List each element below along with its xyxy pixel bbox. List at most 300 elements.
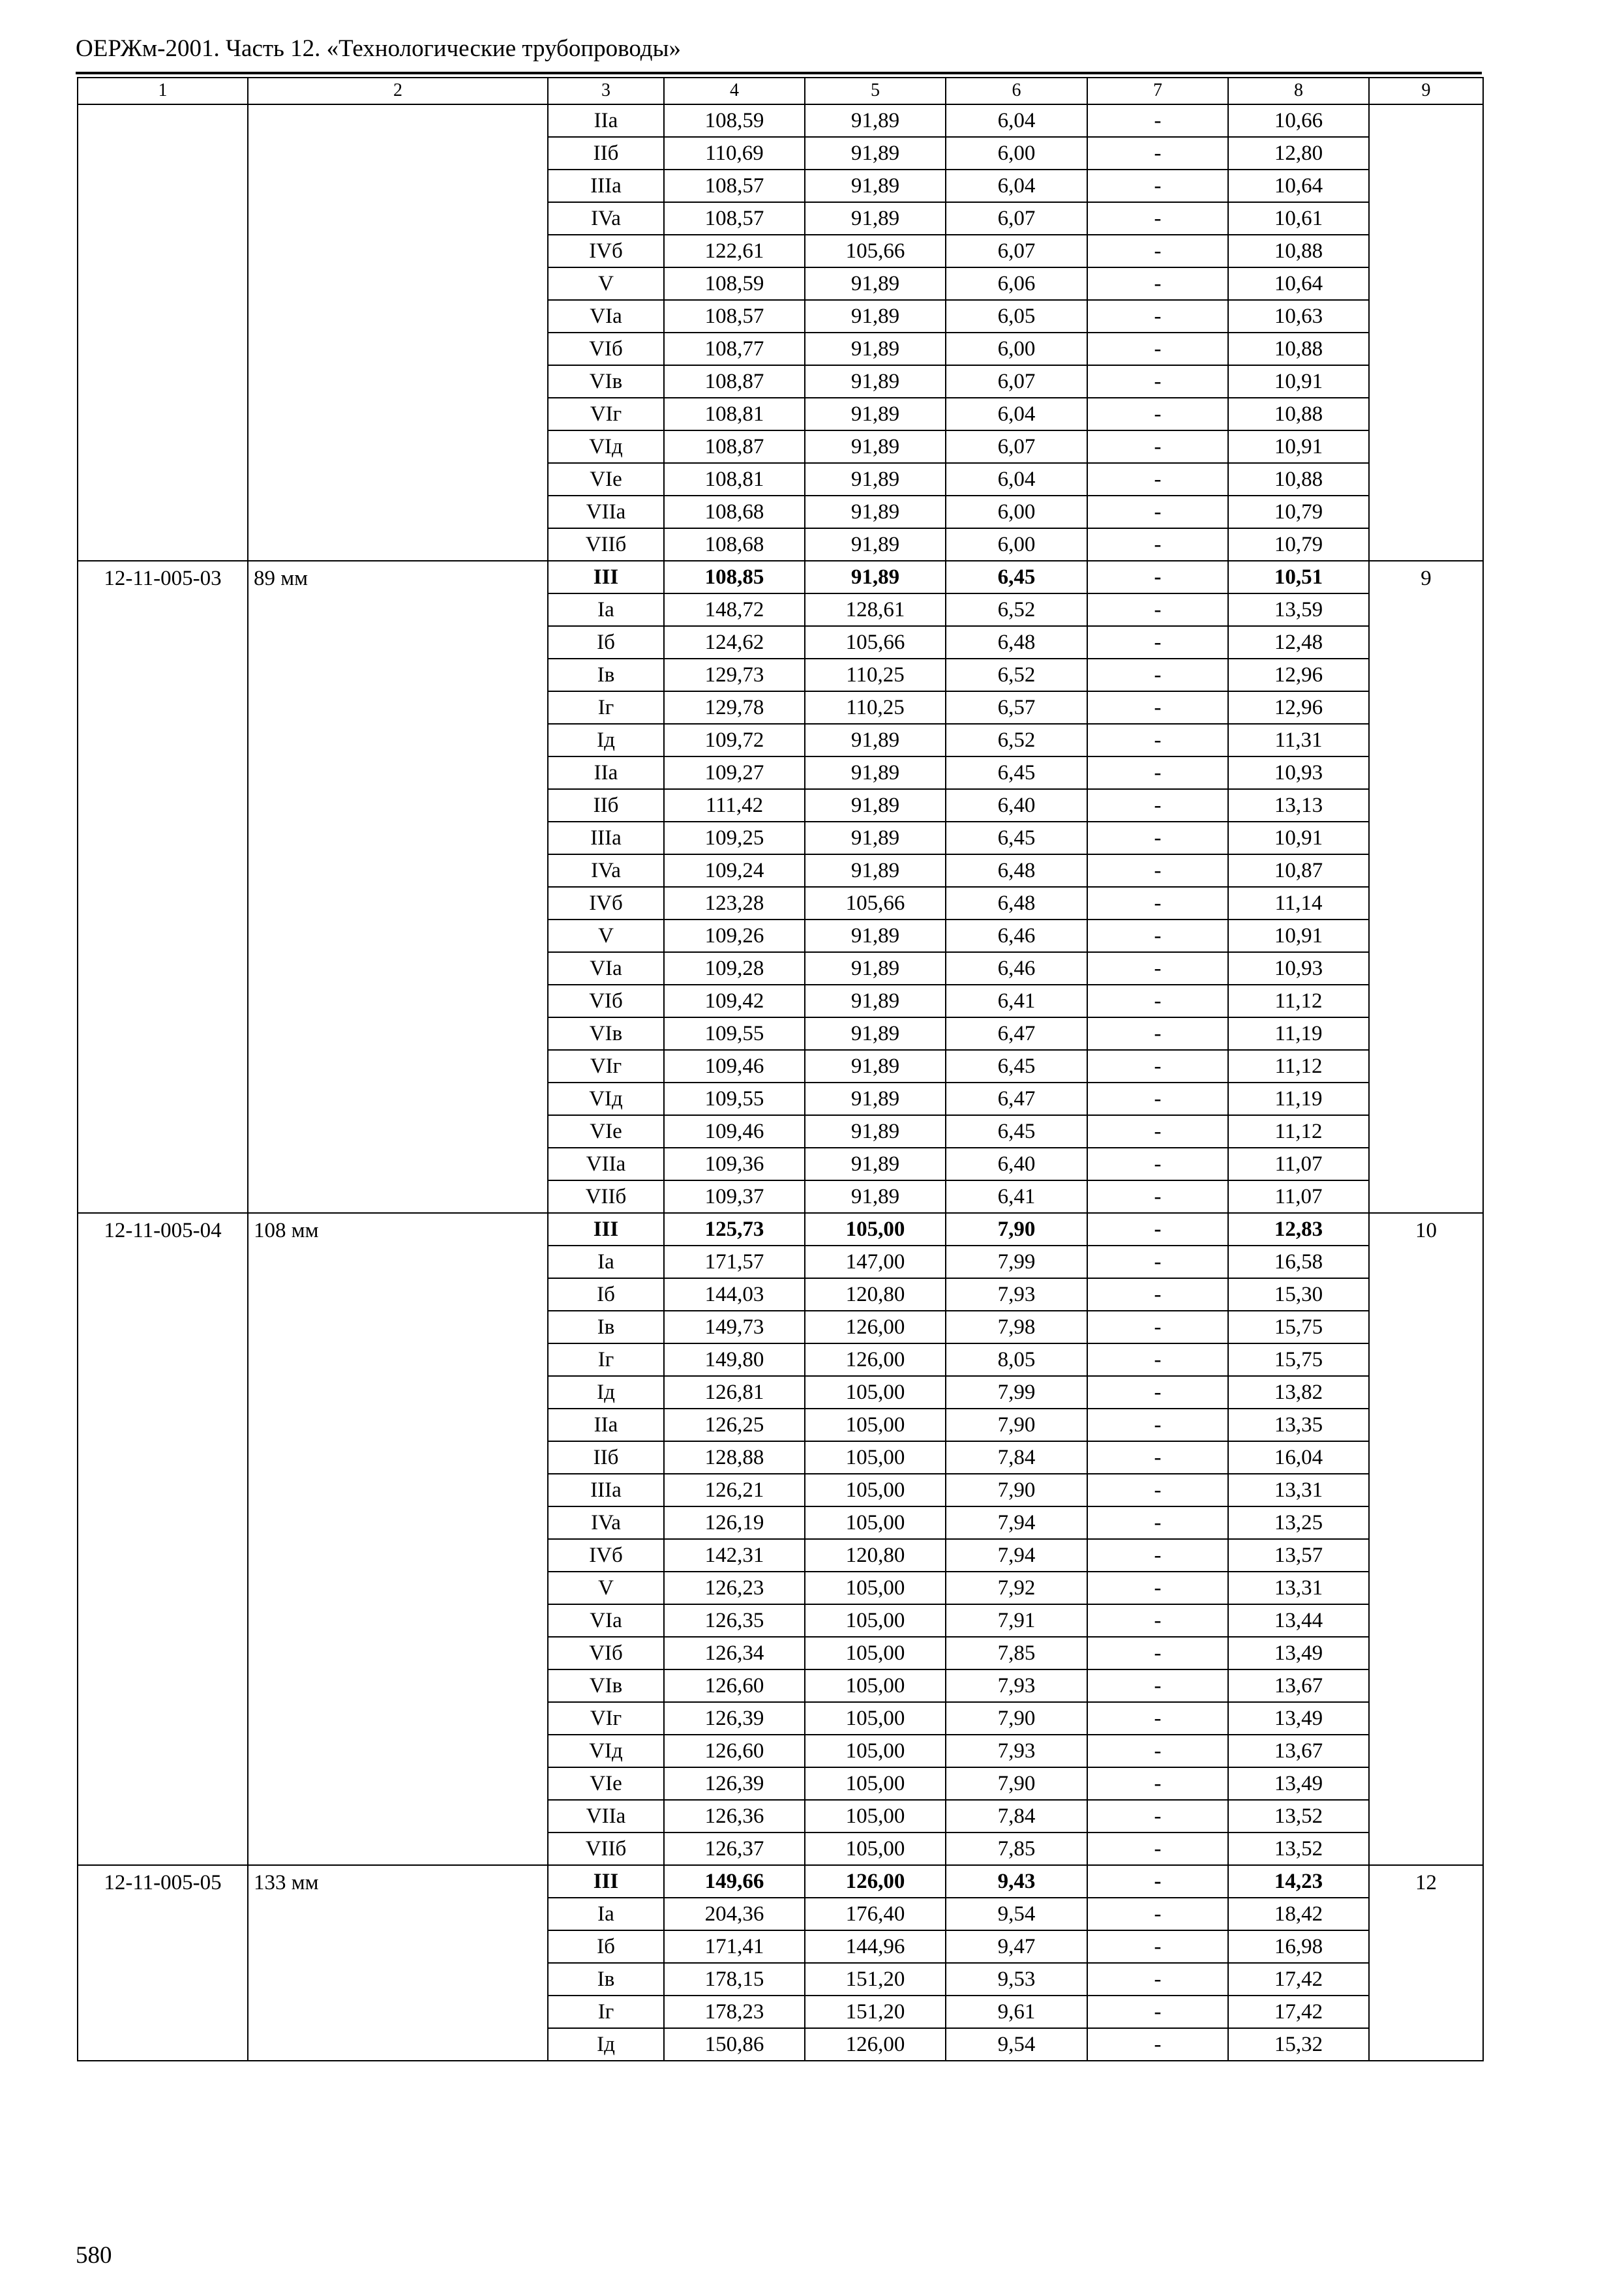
zone-cell: VIв xyxy=(548,1017,664,1050)
value-cell: 13,67 xyxy=(1228,1735,1369,1767)
value-cell: 108,81 xyxy=(664,463,805,496)
value-cell: 10,88 xyxy=(1228,333,1369,365)
value-cell: 91,89 xyxy=(805,463,946,496)
value-cell: 120,80 xyxy=(805,1278,946,1311)
column-number: 9 xyxy=(1369,78,1483,104)
value-cell: 6,07 xyxy=(946,202,1087,235)
value-cell: 91,89 xyxy=(805,724,946,756)
item-code-cell: 12-11-005-03 xyxy=(78,561,248,1213)
pipe-size-cell: 89 мм xyxy=(248,561,548,1213)
zone-cell: VIв xyxy=(548,365,664,398)
zone-cell: VIIб xyxy=(548,1833,664,1865)
value-cell: 105,00 xyxy=(805,1800,946,1833)
value-cell: 105,00 xyxy=(805,1213,946,1246)
value-cell: 108,87 xyxy=(664,430,805,463)
value-cell: 15,75 xyxy=(1228,1343,1369,1376)
value-cell: 144,03 xyxy=(664,1278,805,1311)
value-cell: 109,72 xyxy=(664,724,805,756)
value-cell: 108,81 xyxy=(664,398,805,430)
value-cell: 6,06 xyxy=(946,267,1087,300)
value-cell: 10,91 xyxy=(1228,430,1369,463)
value-cell: 178,23 xyxy=(664,1996,805,2028)
value-cell: 129,78 xyxy=(664,691,805,724)
value-cell: 109,25 xyxy=(664,822,805,854)
value-cell: 149,73 xyxy=(664,1311,805,1343)
value-cell: 12,48 xyxy=(1228,626,1369,659)
value-cell: 10,88 xyxy=(1228,235,1369,267)
value-cell: 126,00 xyxy=(805,2028,946,2061)
value-cell: 6,41 xyxy=(946,985,1087,1017)
zone-cell: Iг xyxy=(548,691,664,724)
value-cell: 91,89 xyxy=(805,952,946,985)
column-number: 7 xyxy=(1087,78,1228,104)
value-cell: - xyxy=(1087,1833,1228,1865)
zone-cell: VIб xyxy=(548,1637,664,1669)
value-cell: 6,07 xyxy=(946,365,1087,398)
value-cell: - xyxy=(1087,170,1228,202)
value-cell: - xyxy=(1087,267,1228,300)
table-row xyxy=(78,104,1483,137)
value-cell: 11,19 xyxy=(1228,1017,1369,1050)
value-cell: 7,94 xyxy=(946,1539,1087,1572)
zone-cell: Ia xyxy=(548,1246,664,1278)
value-cell: 9,53 xyxy=(946,1963,1087,1996)
value-cell: 126,37 xyxy=(664,1833,805,1865)
value-cell: 9,54 xyxy=(946,2028,1087,2061)
value-cell: - xyxy=(1087,137,1228,170)
item-code-cell xyxy=(78,104,248,561)
value-cell: 6,52 xyxy=(946,724,1087,756)
zone-cell: IIIa xyxy=(548,170,664,202)
zone-cell: Ia xyxy=(548,593,664,626)
value-cell: - xyxy=(1087,430,1228,463)
value-cell: 9,43 xyxy=(946,1865,1087,1898)
value-cell: - xyxy=(1087,1669,1228,1702)
zone-cell: IIa xyxy=(548,756,664,789)
value-cell: 151,20 xyxy=(805,1963,946,1996)
value-cell: 91,89 xyxy=(805,1083,946,1115)
zone-cell: V xyxy=(548,267,664,300)
value-cell: 91,89 xyxy=(805,1180,946,1213)
zone-cell: IIIa xyxy=(548,822,664,854)
zone-cell: IVб xyxy=(548,1539,664,1572)
value-cell: 7,91 xyxy=(946,1604,1087,1637)
value-cell: 10,87 xyxy=(1228,854,1369,887)
value-cell: 7,90 xyxy=(946,1474,1087,1506)
value-cell: - xyxy=(1087,659,1228,691)
value-cell: 13,31 xyxy=(1228,1474,1369,1506)
column-number-row xyxy=(78,78,1483,104)
zone-cell: VIIб xyxy=(548,1180,664,1213)
value-cell: 91,89 xyxy=(805,300,946,333)
value-cell: 126,39 xyxy=(664,1767,805,1800)
value-cell: - xyxy=(1087,1604,1228,1637)
zone-cell: VIIa xyxy=(548,1800,664,1833)
value-cell: 10,88 xyxy=(1228,463,1369,496)
value-cell: 129,73 xyxy=(664,659,805,691)
value-cell: 6,04 xyxy=(946,463,1087,496)
column-number: 4 xyxy=(664,78,805,104)
value-cell: 7,84 xyxy=(946,1800,1087,1833)
value-cell: 108,77 xyxy=(664,333,805,365)
column-number: 8 xyxy=(1228,78,1369,104)
value-cell: 11,31 xyxy=(1228,724,1369,756)
column-number: 3 xyxy=(548,78,664,104)
zone-cell: IVб xyxy=(548,887,664,920)
value-cell: 16,98 xyxy=(1228,1930,1369,1963)
zone-cell: III xyxy=(548,1865,664,1898)
zone-cell: Iб xyxy=(548,1930,664,1963)
value-cell: 10,63 xyxy=(1228,300,1369,333)
value-cell: 144,96 xyxy=(805,1930,946,1963)
value-cell: 110,25 xyxy=(805,691,946,724)
value-cell: - xyxy=(1087,626,1228,659)
page-number: 580 xyxy=(76,2242,112,2269)
pipe-size-cell: 133 мм xyxy=(248,1865,548,2061)
zone-cell: Iд xyxy=(548,724,664,756)
value-cell: - xyxy=(1087,333,1228,365)
value-cell: 126,00 xyxy=(805,1343,946,1376)
value-cell: 91,89 xyxy=(805,430,946,463)
value-cell: 12,83 xyxy=(1228,1213,1369,1246)
value-cell: 7,93 xyxy=(946,1735,1087,1767)
value-cell: 6,52 xyxy=(946,593,1087,626)
value-cell: - xyxy=(1087,561,1228,593)
value-cell: 6,45 xyxy=(946,1115,1087,1148)
value-cell: 108,59 xyxy=(664,104,805,137)
value-cell: 126,34 xyxy=(664,1637,805,1669)
value-cell: 91,89 xyxy=(805,365,946,398)
zone-cell: Iв xyxy=(548,659,664,691)
value-cell: 126,19 xyxy=(664,1506,805,1539)
value-cell: - xyxy=(1087,1246,1228,1278)
zone-cell: IIб xyxy=(548,137,664,170)
value-cell: 108,57 xyxy=(664,202,805,235)
value-cell: 105,00 xyxy=(805,1767,946,1800)
value-cell: 6,52 xyxy=(946,659,1087,691)
value-cell: 91,89 xyxy=(805,202,946,235)
value-cell: - xyxy=(1087,1050,1228,1083)
value-cell: 7,90 xyxy=(946,1409,1087,1441)
value-cell: - xyxy=(1087,1115,1228,1148)
value-cell: 7,84 xyxy=(946,1441,1087,1474)
value-cell: - xyxy=(1087,1963,1228,1996)
value-cell: 91,89 xyxy=(805,333,946,365)
table-row xyxy=(78,1213,1483,1246)
value-cell: - xyxy=(1087,1213,1228,1246)
value-cell: 9,54 xyxy=(946,1898,1087,1930)
value-cell: 123,28 xyxy=(664,887,805,920)
value-cell: 178,15 xyxy=(664,1963,805,1996)
value-cell: - xyxy=(1087,1180,1228,1213)
zone-cell: VIIa xyxy=(548,1148,664,1180)
value-cell: 105,66 xyxy=(805,235,946,267)
value-cell: - xyxy=(1087,887,1228,920)
zone-cell: VIe xyxy=(548,463,664,496)
item-code-cell: 12-11-005-05 xyxy=(78,1865,248,2061)
value-cell: 10,64 xyxy=(1228,170,1369,202)
value-cell: 6,00 xyxy=(946,333,1087,365)
value-cell: 13,59 xyxy=(1228,593,1369,626)
value-cell: 13,67 xyxy=(1228,1669,1369,1702)
table-row xyxy=(78,1865,1483,1898)
value-cell: 126,60 xyxy=(664,1669,805,1702)
value-cell: - xyxy=(1087,854,1228,887)
zone-cell: IVa xyxy=(548,202,664,235)
col9-cell: 10 xyxy=(1369,1213,1483,1865)
value-cell: 13,49 xyxy=(1228,1637,1369,1669)
column-number: 2 xyxy=(248,78,548,104)
value-cell: 17,42 xyxy=(1228,1963,1369,1996)
value-cell: 13,49 xyxy=(1228,1702,1369,1735)
value-cell: 6,46 xyxy=(946,952,1087,985)
value-cell: 7,92 xyxy=(946,1572,1087,1604)
value-cell: 105,66 xyxy=(805,887,946,920)
value-cell: - xyxy=(1087,1474,1228,1506)
value-cell: 109,55 xyxy=(664,1083,805,1115)
value-cell: 105,00 xyxy=(805,1604,946,1637)
value-cell: 6,45 xyxy=(946,756,1087,789)
zone-cell: V xyxy=(548,920,664,952)
value-cell: 108,87 xyxy=(664,365,805,398)
value-cell: - xyxy=(1087,1148,1228,1180)
value-cell: 15,30 xyxy=(1228,1278,1369,1311)
value-cell: 10,88 xyxy=(1228,398,1369,430)
value-cell: 6,48 xyxy=(946,626,1087,659)
value-cell: 120,80 xyxy=(805,1539,946,1572)
zone-cell: III xyxy=(548,561,664,593)
value-cell: 6,05 xyxy=(946,300,1087,333)
zone-cell: VIг xyxy=(548,398,664,430)
value-cell: 91,89 xyxy=(805,1017,946,1050)
value-cell: 91,89 xyxy=(805,170,946,202)
value-cell: 16,58 xyxy=(1228,1246,1369,1278)
value-cell: 7,90 xyxy=(946,1702,1087,1735)
value-cell: - xyxy=(1087,1735,1228,1767)
zone-cell: V xyxy=(548,1572,664,1604)
value-cell: 13,49 xyxy=(1228,1767,1369,1800)
value-cell: 110,25 xyxy=(805,659,946,691)
value-cell: 6,46 xyxy=(946,920,1087,952)
value-cell: 13,52 xyxy=(1228,1800,1369,1833)
value-cell: 105,66 xyxy=(805,626,946,659)
value-cell: 126,00 xyxy=(805,1311,946,1343)
value-cell: 124,62 xyxy=(664,626,805,659)
zone-cell: VIa xyxy=(548,300,664,333)
value-cell: 126,00 xyxy=(805,1865,946,1898)
value-cell: 10,91 xyxy=(1228,822,1369,854)
value-cell: 6,07 xyxy=(946,235,1087,267)
zone-cell: VIг xyxy=(548,1702,664,1735)
zone-cell: VIб xyxy=(548,333,664,365)
value-cell: 7,98 xyxy=(946,1311,1087,1343)
value-cell: 6,04 xyxy=(946,104,1087,137)
value-cell: - xyxy=(1087,1506,1228,1539)
value-cell: 91,89 xyxy=(805,267,946,300)
value-cell: 6,45 xyxy=(946,561,1087,593)
value-cell: 13,44 xyxy=(1228,1604,1369,1637)
col9-cell: 9 xyxy=(1369,561,1483,1213)
value-cell: 13,52 xyxy=(1228,1833,1369,1865)
zone-cell: IIб xyxy=(548,1441,664,1474)
value-cell: 109,27 xyxy=(664,756,805,789)
column-number: 6 xyxy=(946,78,1087,104)
value-cell: 13,25 xyxy=(1228,1506,1369,1539)
value-cell: 142,31 xyxy=(664,1539,805,1572)
value-cell: 10,61 xyxy=(1228,202,1369,235)
value-cell: 109,37 xyxy=(664,1180,805,1213)
value-cell: 105,00 xyxy=(805,1474,946,1506)
value-cell: 7,90 xyxy=(946,1213,1087,1246)
value-cell: 109,42 xyxy=(664,985,805,1017)
value-cell: 91,89 xyxy=(805,137,946,170)
price-table xyxy=(77,77,1484,2061)
value-cell: - xyxy=(1087,1572,1228,1604)
value-cell: 6,00 xyxy=(946,137,1087,170)
page-header-title: ОЕРЖм-2001. Часть 12. «Технологические трубопроводы» xyxy=(76,35,681,62)
zone-cell: Iб xyxy=(548,1278,664,1311)
value-cell: 105,00 xyxy=(805,1669,946,1702)
value-cell: 91,89 xyxy=(805,985,946,1017)
column-number: 5 xyxy=(805,78,946,104)
value-cell: 6,07 xyxy=(946,430,1087,463)
pipe-size-cell: 108 мм xyxy=(248,1213,548,1865)
value-cell: 7,99 xyxy=(946,1246,1087,1278)
zone-cell: VIг xyxy=(548,1050,664,1083)
value-cell: - xyxy=(1087,789,1228,822)
value-cell: 14,23 xyxy=(1228,1865,1369,1898)
pipe-size-cell xyxy=(248,104,548,561)
value-cell: 91,89 xyxy=(805,1050,946,1083)
value-cell: 18,42 xyxy=(1228,1898,1369,1930)
value-cell: - xyxy=(1087,1017,1228,1050)
value-cell: 126,35 xyxy=(664,1604,805,1637)
value-cell: - xyxy=(1087,365,1228,398)
value-cell: 6,45 xyxy=(946,822,1087,854)
zone-cell: IVб xyxy=(548,235,664,267)
value-cell: 11,12 xyxy=(1228,985,1369,1017)
value-cell: 108,85 xyxy=(664,561,805,593)
value-cell: 126,23 xyxy=(664,1572,805,1604)
value-cell: 91,89 xyxy=(805,1148,946,1180)
zone-cell: VIд xyxy=(548,1083,664,1115)
value-cell: 15,75 xyxy=(1228,1311,1369,1343)
value-cell: 13,31 xyxy=(1228,1572,1369,1604)
value-cell: 150,86 xyxy=(664,2028,805,2061)
value-cell: 126,36 xyxy=(664,1800,805,1833)
zone-cell: IIIa xyxy=(548,1474,664,1506)
value-cell: 10,66 xyxy=(1228,104,1369,137)
value-cell: 126,81 xyxy=(664,1376,805,1409)
value-cell: 12,96 xyxy=(1228,691,1369,724)
zone-cell: VIa xyxy=(548,952,664,985)
value-cell: 11,14 xyxy=(1228,887,1369,920)
column-number: 1 xyxy=(78,78,248,104)
value-cell: 109,28 xyxy=(664,952,805,985)
value-cell: 10,79 xyxy=(1228,528,1369,561)
zone-cell: Iг xyxy=(548,1343,664,1376)
value-cell: 126,39 xyxy=(664,1702,805,1735)
value-cell: - xyxy=(1087,1702,1228,1735)
value-cell: 109,24 xyxy=(664,854,805,887)
value-cell: 6,40 xyxy=(946,789,1087,822)
value-cell: - xyxy=(1087,202,1228,235)
value-cell: - xyxy=(1087,1865,1228,1898)
value-cell: - xyxy=(1087,920,1228,952)
value-cell: 6,04 xyxy=(946,398,1087,430)
value-cell: 13,82 xyxy=(1228,1376,1369,1409)
zone-cell: VIe xyxy=(548,1115,664,1148)
value-cell: 91,89 xyxy=(805,496,946,528)
value-cell: 11,12 xyxy=(1228,1050,1369,1083)
value-cell: 149,80 xyxy=(664,1343,805,1376)
value-cell: 109,46 xyxy=(664,1050,805,1083)
value-cell: 13,57 xyxy=(1228,1539,1369,1572)
value-cell: 105,00 xyxy=(805,1376,946,1409)
value-cell: - xyxy=(1087,1800,1228,1833)
value-cell: - xyxy=(1087,463,1228,496)
zone-cell: VIб xyxy=(548,985,664,1017)
value-cell: 7,93 xyxy=(946,1278,1087,1311)
value-cell: - xyxy=(1087,1409,1228,1441)
value-cell: 109,26 xyxy=(664,920,805,952)
value-cell: - xyxy=(1087,756,1228,789)
value-cell: 108,57 xyxy=(664,170,805,202)
value-cell: 7,90 xyxy=(946,1767,1087,1800)
value-cell: 108,68 xyxy=(664,496,805,528)
value-cell: 105,00 xyxy=(805,1506,946,1539)
value-cell: 105,00 xyxy=(805,1637,946,1669)
table-body xyxy=(78,78,1483,2061)
zone-cell: Iд xyxy=(548,1376,664,1409)
zone-cell: VIa xyxy=(548,1604,664,1637)
value-cell: - xyxy=(1087,1898,1228,1930)
value-cell: 7,85 xyxy=(946,1833,1087,1865)
value-cell: - xyxy=(1087,691,1228,724)
value-cell: 10,51 xyxy=(1228,561,1369,593)
value-cell: 91,89 xyxy=(805,822,946,854)
value-cell: 11,12 xyxy=(1228,1115,1369,1148)
value-cell: 171,41 xyxy=(664,1930,805,1963)
zone-cell: IIa xyxy=(548,1409,664,1441)
value-cell: 6,40 xyxy=(946,1148,1087,1180)
value-cell: 176,40 xyxy=(805,1898,946,1930)
value-cell: - xyxy=(1087,593,1228,626)
value-cell: 6,47 xyxy=(946,1017,1087,1050)
value-cell: 147,00 xyxy=(805,1246,946,1278)
zone-cell: Iв xyxy=(548,1963,664,1996)
value-cell: - xyxy=(1087,1311,1228,1343)
value-cell: 110,69 xyxy=(664,137,805,170)
value-cell: 111,42 xyxy=(664,789,805,822)
item-code-cell: 12-11-005-04 xyxy=(78,1213,248,1865)
value-cell: 6,41 xyxy=(946,1180,1087,1213)
value-cell: - xyxy=(1087,1930,1228,1963)
value-cell: 7,94 xyxy=(946,1506,1087,1539)
value-cell: 105,00 xyxy=(805,1409,946,1441)
value-cell: 7,93 xyxy=(946,1669,1087,1702)
value-cell: 105,00 xyxy=(805,1735,946,1767)
table-row xyxy=(78,561,1483,593)
value-cell: 204,36 xyxy=(664,1898,805,1930)
value-cell: 10,93 xyxy=(1228,756,1369,789)
col9-cell xyxy=(1369,104,1483,561)
value-cell: - xyxy=(1087,985,1228,1017)
value-cell: 126,60 xyxy=(664,1735,805,1767)
value-cell: 105,00 xyxy=(805,1441,946,1474)
zone-cell: VIIa xyxy=(548,496,664,528)
value-cell: - xyxy=(1087,300,1228,333)
